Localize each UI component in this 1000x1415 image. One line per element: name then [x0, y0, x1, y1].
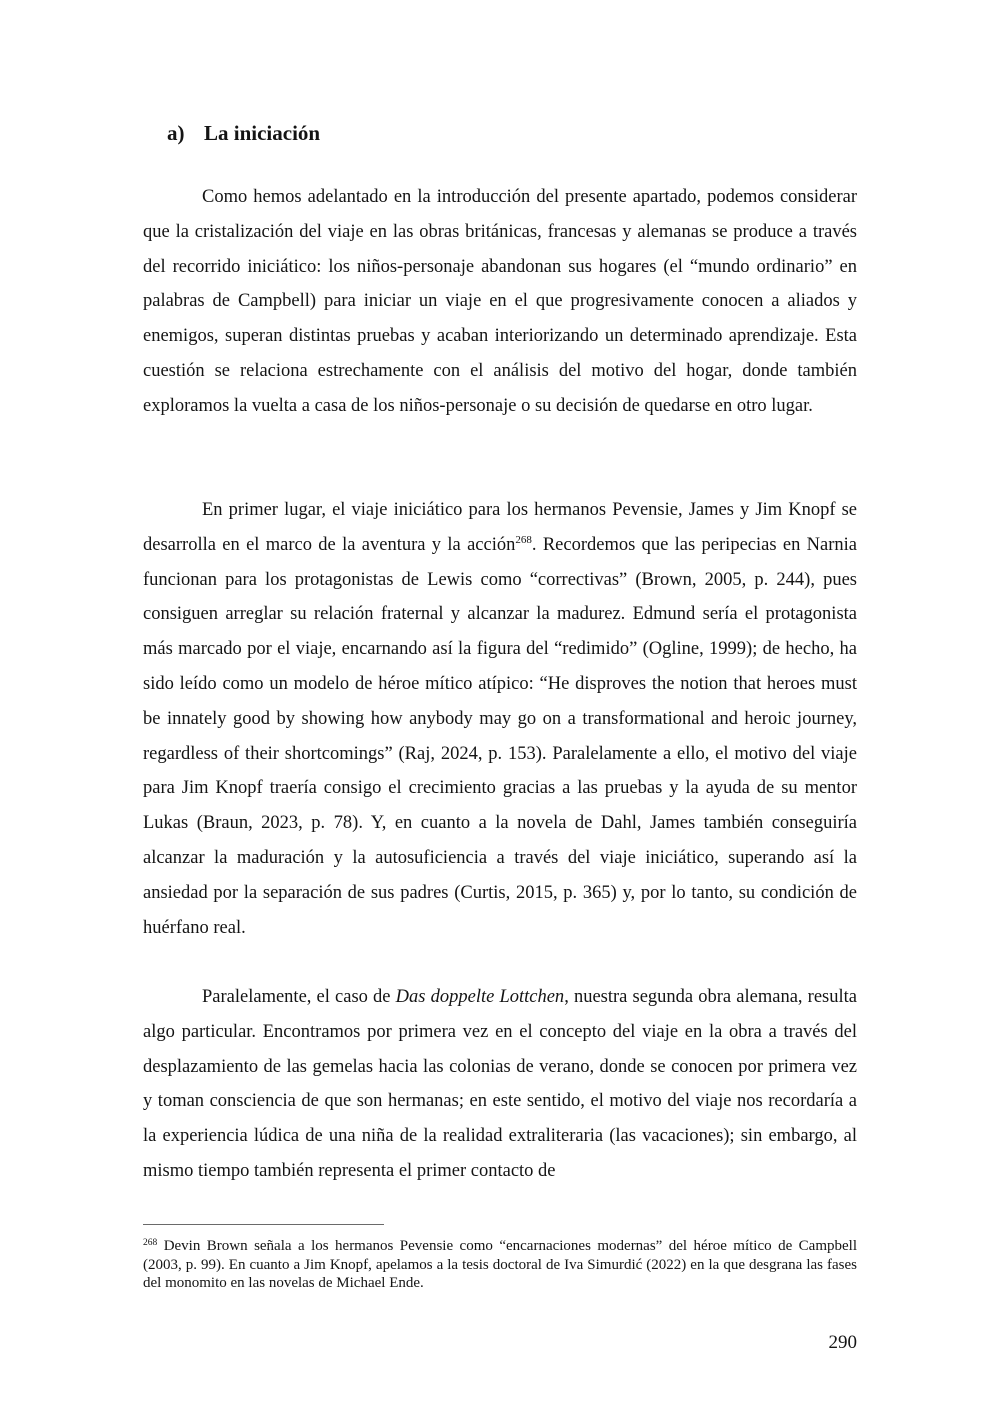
paragraph-3 — [143, 980, 857, 1189]
paragraph-2-text-start: En primer lugar, el viaje iniciático para los hermanos Pevensie, James y Jim Knopf se desarrolla en el marco de la aventura y la acción — [143, 500, 857, 555]
book-title: Das doppelte Lottchen — [395, 987, 565, 1007]
page-number: 290 — [828, 1332, 857, 1353]
paragraph-2-text-end: . Recordemos que las peripecias en Narnia funcionan para los protagonistas de Lewis como “correctivas” (Brown, 2005, p. 244), pues consiguen arreglar su relación fraternal y alcanzar la madurez. Edmund sería el protagonista más marcado por el viaje, encarnando así la figura del “redimido” (Ogline, 1999); de hecho, ha sido leído como un modelo de héroe mítico atípico: “He disproves the notion that heroes must be innately good by showing how anybody may go on a transformational and heroic journey, regardless of their shortcomings” (Raj, 2024, p. 153). Paralelamente a ello, el motivo del viaje para Jim Knopf traería consigo el crecimiento gracias a las pruebas y la ayuda de su mentor Lukas (Braun, 2023, p. 78). Y, en cuanto a la novela de Dahl, James también conseguiría alcanzar la maduración y la autosuficiencia a través del viaje iniciático, superando así la ansiedad por la separación de sus padres (Curtis, 2015, p. 365) y, por lo tanto, su condición de huérfano real. — [143, 534, 858, 938]
footnote-number: 268 — [143, 1238, 158, 1248]
footnote — [143, 1237, 857, 1293]
paragraph-3-text-start: Paralelamente, el caso de — [202, 987, 396, 1007]
footnote-reference[interactable]: 268 — [515, 533, 532, 546]
paragraph-3-text-end: , nuestra segunda obra alemana, resulta algo particular. Encontramos por primera vez en el concepto del viaje en la obra a través del desplazamiento de las gemelas hacia las colonias de verano, donde se conocen por primera vez y toman consciencia de que son hermanas; en este sentido, el motivo del viaje nos recordaría a la experiencia lúdica de una niña de la realidad extraliteraria (las vacaciones); sin embargo, al mismo tiempo también representa el primer contacto de — [143, 987, 857, 1181]
paragraph-1: Como hemos adelantado en la introducción del presente apartado, podemos considerar que la cristalización del viaje en las obras británicas, francesas y alemanas se produce a través del recorrido iniciático: los niños-personaje abandonan sus hogares (el “mundo ordinario” en palabras de Campbell) para iniciar un viaje en el que progresivamente conocen a aliados y enemigos, superan distintas pruebas y acaban interiorizando un determinado aprendizaje. Esta cuestión se relaciona estrechamente con el análisis del motivo del hogar, donde también exploramos la vuelta a casa de los niños-personaje o su decisión de quedarse en otro lugar. — [143, 187, 857, 416]
footnote-separator — [143, 1224, 384, 1225]
section-heading — [167, 117, 320, 149]
section-number: a) — [167, 121, 185, 145]
paragraph-2 — [143, 493, 857, 945]
footnote-text: Devin Brown señala a los hermanos Pevensie como “encarnaciones modernas” del héroe mítico de Campbell (2003, p. 99). En cuanto a Jim Knopf, apelamos a la tesis doctoral de Iva Simurdić (2022) en la que desgrana las fases del monomito en las novelas de Michael Ende. — [143, 1238, 857, 1291]
section-title: La iniciación — [204, 121, 321, 145]
